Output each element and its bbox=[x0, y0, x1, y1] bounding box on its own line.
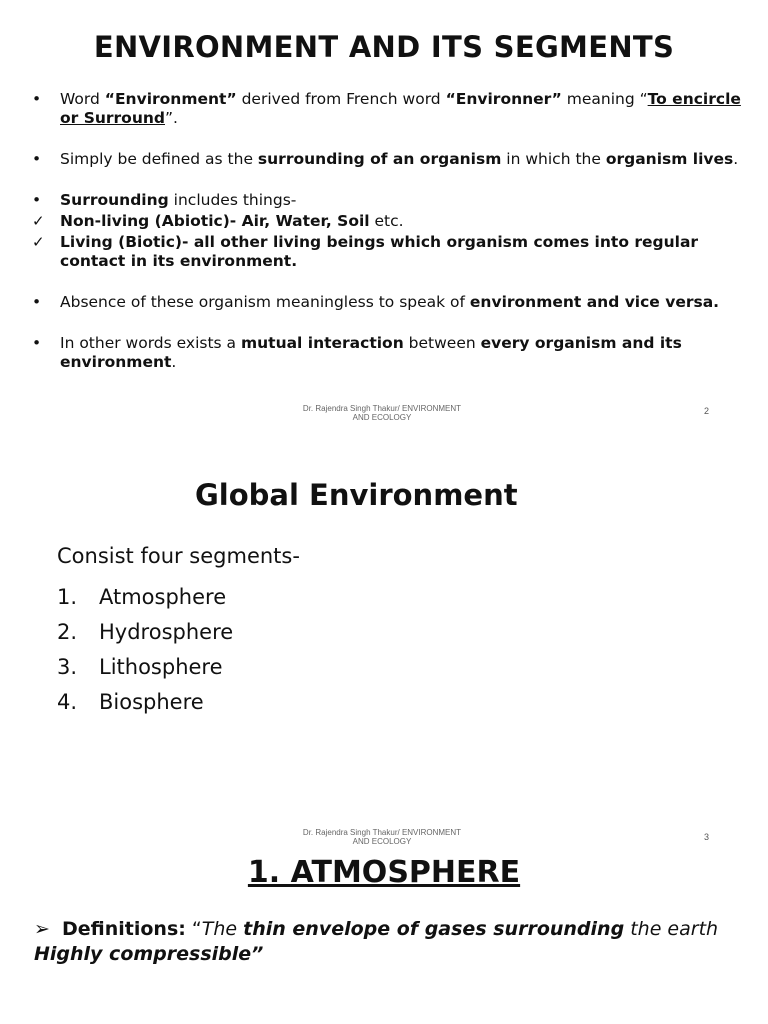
text: meaning “ bbox=[561, 90, 648, 108]
text: includes things- bbox=[168, 191, 297, 209]
text: etc. bbox=[369, 212, 404, 230]
slide-atmosphere bbox=[0, 855, 768, 1024]
item-label: Atmosphere bbox=[99, 585, 227, 609]
arrow-bullet-icon: ➢ bbox=[34, 918, 50, 940]
bullet-item bbox=[32, 191, 752, 210]
slide-title: ENVIRONMENT AND ITS SEGMENTS bbox=[93, 30, 675, 64]
text: ”. bbox=[165, 109, 178, 127]
check-item bbox=[32, 212, 752, 231]
text-bold: organism lives bbox=[605, 150, 734, 168]
footer-line: AND ECOLOGY bbox=[352, 837, 412, 846]
footer-line: Dr. Rajendra Singh Thakur/ ENVIRONMENT bbox=[302, 828, 462, 837]
checkmark-icon: ✓ bbox=[32, 212, 45, 230]
text: . bbox=[733, 150, 739, 168]
text: “ bbox=[185, 918, 202, 940]
item-label: Lithosphere bbox=[99, 655, 223, 679]
text-italic: the earth bbox=[624, 918, 719, 940]
text-bold: “Environner” bbox=[445, 90, 562, 108]
text-italic: The bbox=[201, 918, 244, 940]
check-item bbox=[32, 233, 752, 271]
bullet-item bbox=[32, 293, 752, 312]
text-bold: Non-living (Abiotic)- Air, Water, Soil bbox=[60, 212, 370, 230]
checkmark-icon: ✓ bbox=[32, 233, 45, 251]
footer-line: Dr. Rajendra Singh Thakur/ ENVIRONMENT bbox=[302, 404, 462, 413]
item-number: 1. bbox=[57, 585, 78, 609]
text: In other words exists a bbox=[60, 334, 241, 352]
slide-title: Global Environment bbox=[195, 478, 518, 512]
page-number: 2 bbox=[704, 406, 710, 416]
bullet-item bbox=[32, 150, 752, 169]
text: between bbox=[403, 334, 481, 352]
text-bold: Living (Biotic)- all other living beings which organism comes into regular contact in its environment. bbox=[60, 233, 699, 270]
text-bold: every organism and its environment bbox=[60, 334, 682, 371]
bullet-dot: • bbox=[32, 90, 42, 108]
page-number: 3 bbox=[704, 832, 710, 842]
slide-footer bbox=[262, 404, 502, 422]
text-bold: mutual interaction bbox=[240, 334, 404, 352]
text: . bbox=[171, 353, 177, 371]
slide-title: 1. ATMOSPHERE bbox=[247, 855, 521, 890]
text-bold-italic: thin envelope of gases surrounding bbox=[243, 918, 625, 940]
slide-global-environment bbox=[0, 440, 768, 855]
item-number: 2. bbox=[57, 620, 78, 644]
list-item bbox=[57, 685, 233, 720]
list-item bbox=[57, 615, 233, 650]
bullet-item bbox=[32, 90, 752, 128]
footer-line: AND ECOLOGY bbox=[352, 413, 412, 422]
text: in which the bbox=[501, 150, 606, 168]
bullet-list bbox=[32, 90, 752, 372]
bullet-item bbox=[32, 334, 752, 372]
text-bold-italic: Highly compressible” bbox=[34, 943, 264, 965]
bullet-dot: • bbox=[32, 150, 42, 168]
intro-text: Consist four segments- bbox=[57, 544, 300, 568]
segment-list bbox=[57, 580, 233, 720]
text: Word bbox=[60, 90, 105, 108]
item-label: Biosphere bbox=[99, 690, 204, 714]
text: Simply be defined as the bbox=[60, 150, 258, 168]
bullet-dot: • bbox=[32, 293, 42, 311]
text-bold: environment and vice versa. bbox=[469, 293, 720, 311]
bullet-dot: • bbox=[32, 334, 42, 352]
text: derived from French word bbox=[236, 90, 446, 108]
text-bold: Surrounding bbox=[60, 191, 169, 209]
bullet-dot: • bbox=[32, 191, 42, 209]
item-label: Hydrosphere bbox=[99, 620, 234, 644]
list-item bbox=[57, 580, 233, 615]
definition-item bbox=[34, 917, 754, 967]
text-bold: Definitions: bbox=[62, 918, 186, 940]
list-item bbox=[57, 650, 233, 685]
text-underline: To encircle or Surround bbox=[60, 90, 741, 127]
text-bold: “Environment” bbox=[104, 90, 237, 108]
text: Absence of these organism meaningless to speak of bbox=[60, 293, 470, 311]
item-number: 3. bbox=[57, 655, 78, 679]
item-number: 4. bbox=[57, 690, 78, 714]
slide-environment-segments bbox=[0, 0, 768, 440]
text-bold: surrounding of an organism bbox=[257, 150, 502, 168]
slide-footer bbox=[262, 828, 502, 846]
